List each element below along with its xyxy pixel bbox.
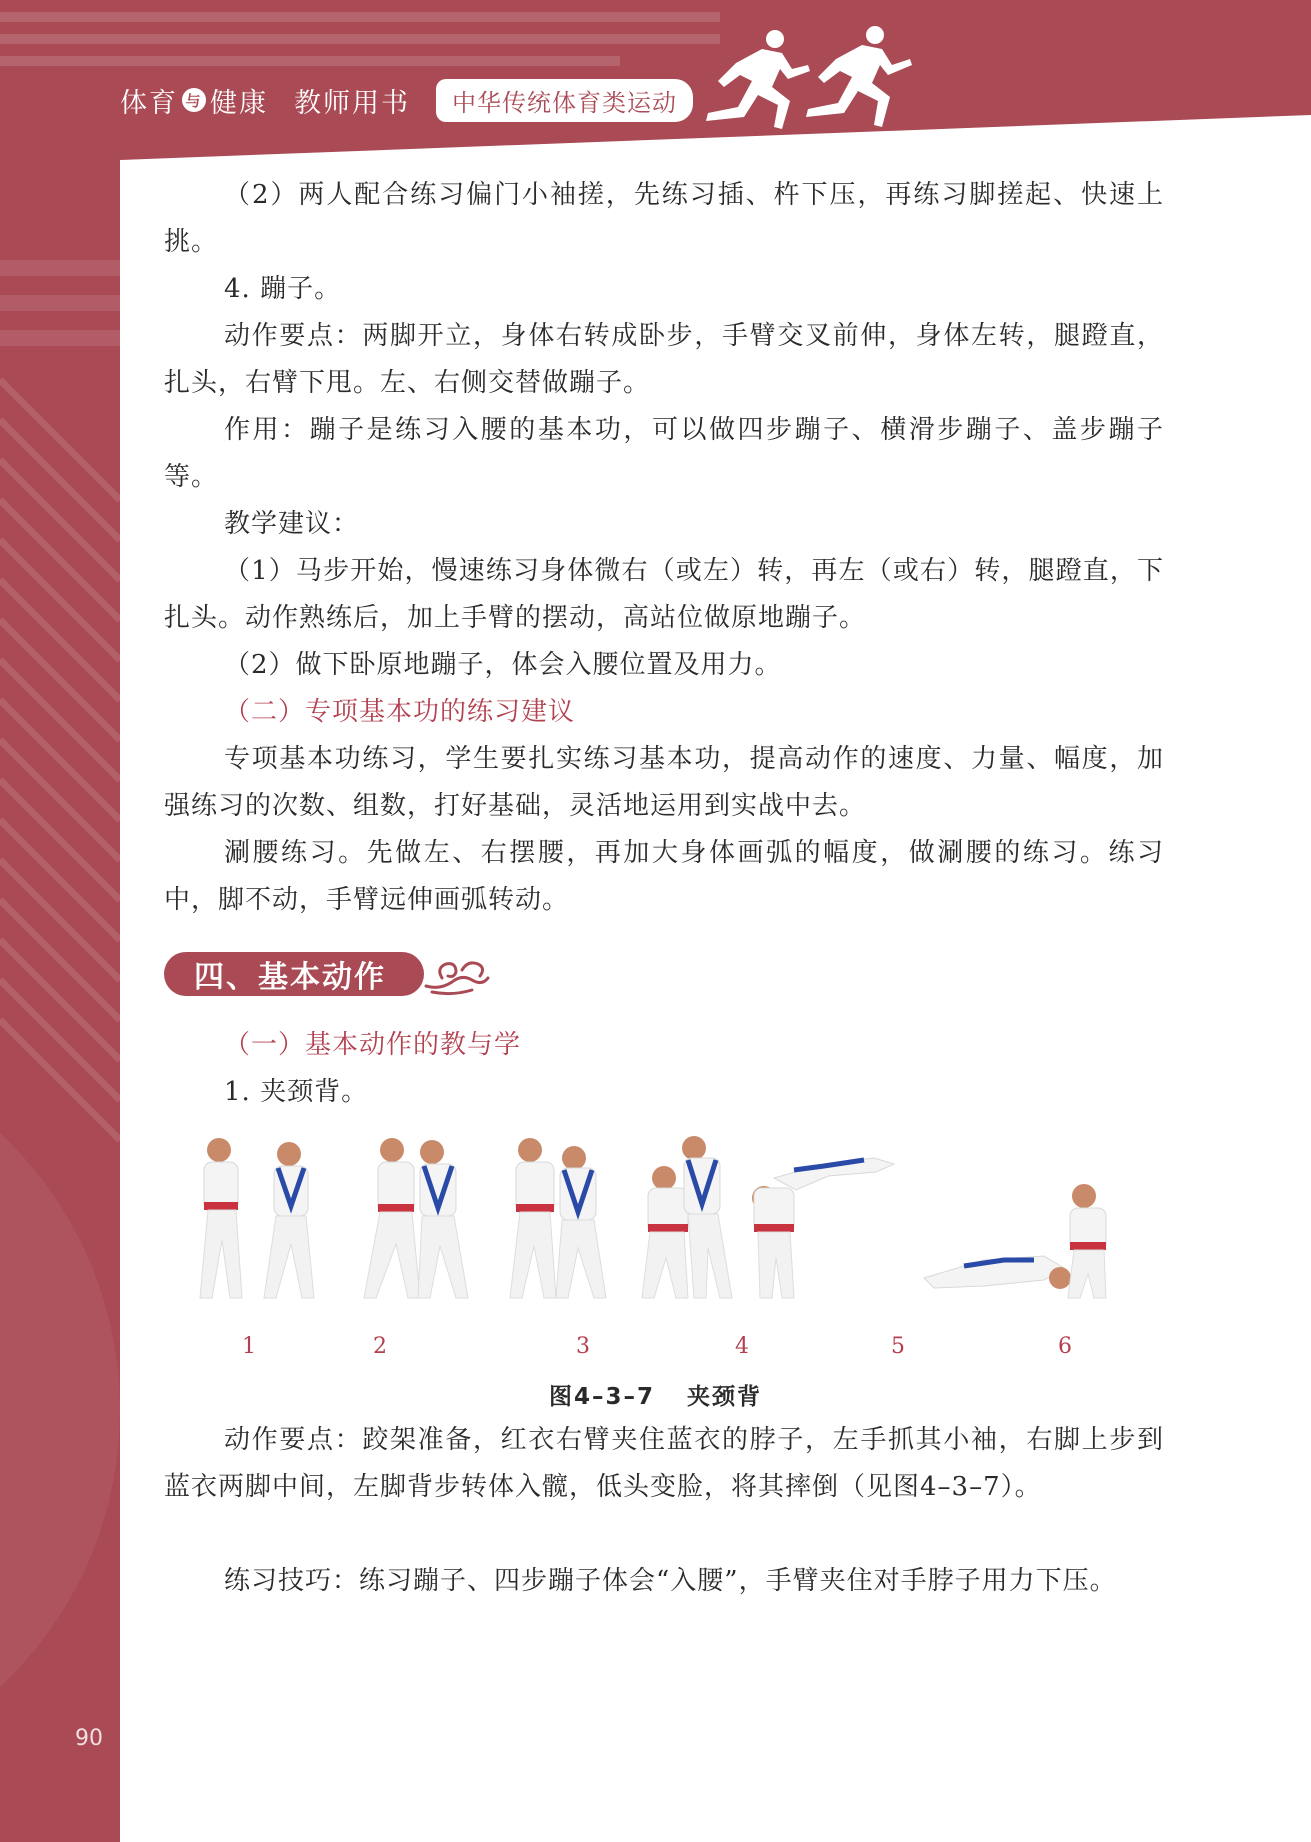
frame-6-figures (924, 1184, 1106, 1298)
frame-number: 6 (1058, 1334, 1072, 1359)
running-header (120, 80, 693, 120)
section-pill (164, 952, 424, 996)
paragraph: 练习技巧：练习蹦子、四步蹦子体会“入腰”，手臂夹住对手脖子用力下压。 (224, 1566, 1117, 1596)
frame-number: 5 (891, 1334, 905, 1359)
figure-sequence (164, 1128, 1164, 1358)
frame-5-figures (752, 1158, 894, 1298)
paragraph: （2）做下卧原地蹦子，体会入腰位置及用力。 (224, 650, 782, 680)
section-title: 四、基本动作 (194, 960, 386, 995)
header-stripe (0, 56, 620, 66)
side-band (0, 150, 120, 1842)
subheading: （一）基本动作的教与学 (224, 1030, 522, 1060)
paragraph: 动作要点：跤架准备，红衣右臂夹住蓝衣的脖子，左手抓其小袖，右脚上步到蓝衣两脚中间，左脚背步转体入髋，低头变脸，将其摔倒（见图4–3–7）。 (164, 1425, 1164, 1502)
paragraph: 专项基本功练习，学生要扎实练习基本功，提高动作的速度、力量、幅度，加强练习的次数、组数，打好基础，灵活地运用到实战中去。 (164, 744, 1164, 821)
paragraph: 动作要点：两脚开立，身体右转成卧步，手臂交叉前伸，身体左转，腿蹬直，扎头，右臂下甩。左、右侧交替做蹦子。 (164, 321, 1164, 398)
frame-2-figures (364, 1138, 468, 1298)
subheading: （二）专项基本功的练习建议 (224, 697, 576, 727)
frame-number: 1 (242, 1334, 256, 1359)
paragraph: （2）两人配合练习偏门小袖搓，先练习插、杵下压，再练习脚搓起、快速上挑。 (164, 180, 1164, 257)
frame-number: 4 (735, 1334, 749, 1359)
frame-number: 2 (373, 1334, 387, 1359)
frame-3-figures (510, 1138, 606, 1298)
paragraph: （1）马步开始，慢速练习身体微右（或左）转，再左（或右）转，腿蹬直，下扎头。动作熟练后，加上手臂的摆动，高站位做原地蹦子。 (164, 556, 1164, 633)
side-pattern (0, 150, 120, 1842)
wrestling-sequence-illustration (164, 1128, 1164, 1328)
frame-1-figures (200, 1138, 314, 1298)
header-stripe (0, 34, 720, 44)
figure-caption (0, 1378, 1311, 1411)
chapter-tab: 中华传统体育类运动 (436, 79, 693, 122)
caption-number: 图4–3–7 (548, 1384, 655, 1410)
paragraph: 教学建议： (224, 509, 360, 539)
paragraph: 1. 夹颈背。 (224, 1077, 369, 1107)
section-banner (164, 952, 494, 996)
book-role: 教师用书 (294, 87, 410, 119)
header-stripe (0, 12, 720, 22)
book-name-part1: 体育 (120, 87, 178, 119)
paragraph: 涮腰练习。先做左、右摆腰，再加大身体画弧的幅度，做涮腰的练习。练习中，脚不动，手臂远伸画弧转动。 (164, 838, 1164, 915)
runners-icon (700, 25, 925, 135)
paragraph: 作用：蹦子是练习入腰的基本功，可以做四步蹦子、横滑步蹦子、盖步蹦子等。 (164, 415, 1164, 492)
frame-number: 3 (576, 1334, 590, 1359)
paragraph: 4. 蹦子。 (224, 274, 342, 304)
cloud-ornament-icon (422, 956, 494, 996)
frame-4-figures (642, 1136, 732, 1298)
book-name-part2: 健康 (210, 87, 268, 119)
book-connector: 与 (182, 88, 206, 112)
caption-title: 夹颈背 (687, 1384, 763, 1410)
page-number: 90 (75, 1726, 103, 1751)
book-name (120, 81, 268, 120)
